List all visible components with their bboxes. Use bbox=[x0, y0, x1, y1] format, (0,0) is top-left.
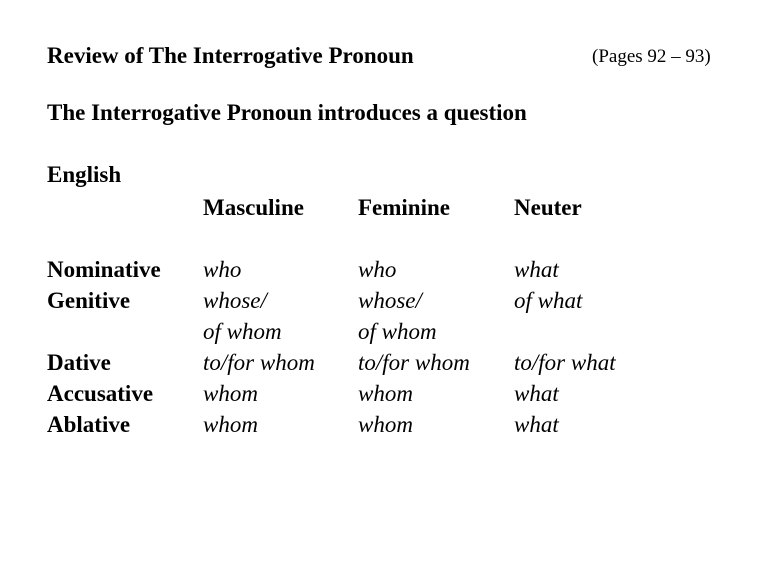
language-label: English bbox=[47, 162, 122, 187]
form-genitive-masculine-continued: of whom bbox=[203, 319, 282, 344]
form-genitive-feminine-continued: of whom bbox=[358, 319, 437, 344]
form-genitive-masculine: whose/ bbox=[203, 288, 267, 313]
form-accusative-masculine: whom bbox=[203, 381, 258, 406]
form-genitive-neuter: of what bbox=[514, 288, 583, 313]
case-label-dative: Dative bbox=[47, 350, 111, 375]
column-header-neuter: Neuter bbox=[514, 195, 582, 220]
form-dative-masculine: to/for whom bbox=[203, 350, 315, 375]
form-genitive-feminine: whose/ bbox=[358, 288, 422, 313]
form-ablative-feminine: whom bbox=[358, 412, 413, 437]
form-accusative-feminine: whom bbox=[358, 381, 413, 406]
form-nominative-masculine: who bbox=[203, 257, 242, 282]
case-label-genitive: Genitive bbox=[47, 288, 131, 313]
case-label-accusative: Accusative bbox=[47, 381, 154, 406]
case-label-nominative: Nominative bbox=[47, 257, 161, 282]
form-nominative-feminine: who bbox=[358, 257, 397, 282]
slide-title: Review of The Interrogative Pronoun bbox=[47, 43, 414, 68]
form-dative-neuter: to/for what bbox=[514, 350, 616, 375]
column-header-feminine: Feminine bbox=[358, 195, 450, 220]
form-ablative-masculine: whom bbox=[203, 412, 258, 437]
form-nominative-neuter: what bbox=[514, 257, 559, 282]
slide-subtitle: The Interrogative Pronoun introduces a question bbox=[47, 100, 527, 125]
form-ablative-neuter: what bbox=[514, 412, 559, 437]
form-dative-feminine: to/for whom bbox=[358, 350, 470, 375]
page-reference: (Pages 92 – 93) bbox=[592, 46, 711, 67]
column-header-masculine: Masculine bbox=[203, 195, 304, 220]
case-label-ablative: Ablative bbox=[47, 412, 131, 437]
form-accusative-neuter: what bbox=[514, 381, 559, 406]
